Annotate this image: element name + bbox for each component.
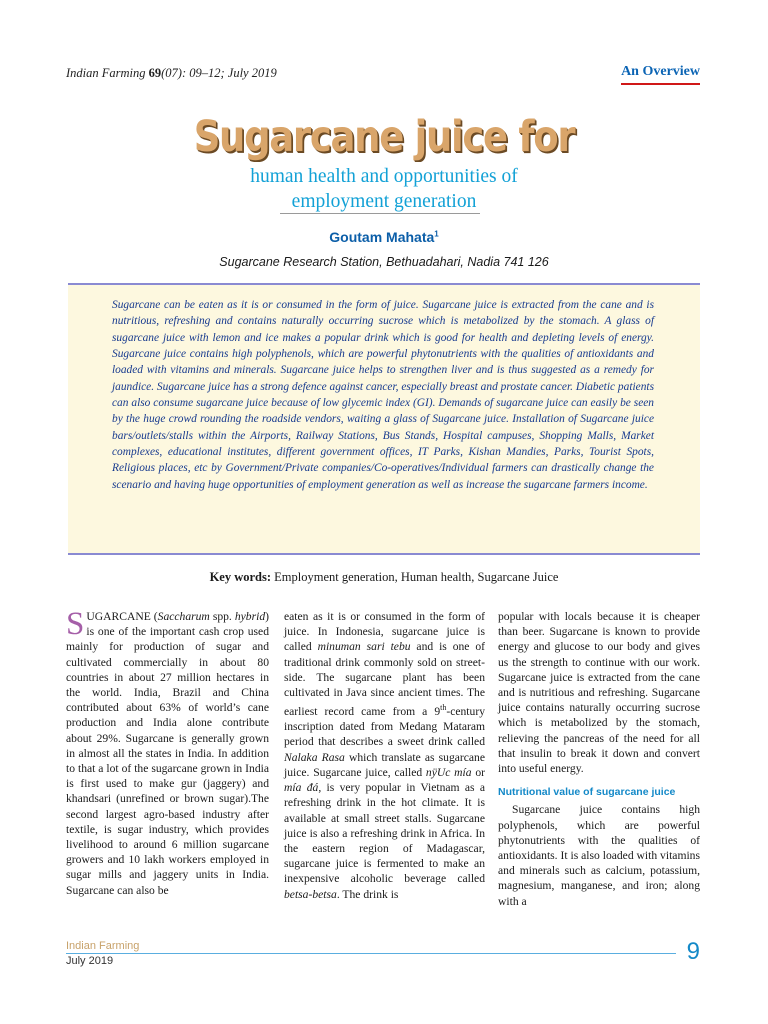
drop-cap: S — [66, 606, 85, 642]
author-footnote-mark: 1 — [434, 229, 439, 239]
article-title: Sugarcane juice for — [193, 112, 575, 162]
section-heading: Nutritional value of sugarcane juice — [498, 786, 676, 799]
col2-text-b: and is one of traditional drink commonly sold on street-side. The sugarcane plant has been cultivated in Java since ancient times. The earliest record came from a 9 — [284, 640, 485, 719]
subtitle-divider — [280, 213, 480, 214]
journal-citation — [66, 66, 277, 81]
page-number: 9 — [686, 938, 700, 965]
footer-date: July 2019 — [66, 955, 114, 967]
col2-superscript: th — [440, 703, 447, 713]
keywords-list: Employment generation, Human health, Sugarcane Juice — [274, 570, 559, 584]
body-column-2 — [284, 609, 485, 902]
footer-divider — [66, 953, 676, 954]
col2-term-nuoc: nÿUc mía — [425, 765, 472, 779]
journal-name: Indian Farming — [66, 66, 146, 80]
col2-term-minuman: minuman sari tebu — [317, 640, 411, 654]
col2-text-or: or — [471, 765, 485, 779]
article-subtitle — [0, 164, 768, 214]
col2-text-f: . The drink is — [336, 887, 399, 901]
col2-term-nalaka: Nalaka Rasa — [284, 750, 345, 764]
journal-issue: (07): 09–12; July 2019 — [161, 66, 277, 80]
col2-text-e: , is very popular in Vietnam as a refreshing drink in the hot climate. It is available at small street stalls. Sugarcane juice is also a refreshing drink in Africa. In the eastern region of Madagascar, sugarcane juice is fermented to make an inexpensive alcoholic beverage called — [284, 781, 485, 886]
col2-text-c: -century inscription dated from Medang Mataram period that describes a sweet drink called — [284, 705, 485, 749]
scientific-name: Saccharum — [157, 610, 210, 623]
journal-volume: 69 — [148, 66, 162, 80]
author-text: Goutam Mahata — [329, 229, 435, 245]
column-2-paragraph — [284, 609, 485, 902]
column-3-paragraph-1: popular with locals because it is cheaper than beer. Sugarcane is known to provide energy and glucose to our body and gives us the strength to continue with our work. Sugarcane juice is extracted from the cane and is nutritious and refreshing. Sugarcane juice contains naturally occurring sucrose which is metabolized by the stomach, relieving the pancreas of the need for all that insulin to break it down and convert into useful energy. — [498, 610, 700, 776]
col2-text-d: which translate as sugarcane juice. Sugarcane juice, called — [284, 750, 486, 779]
keywords-label: Key words: — [209, 570, 272, 584]
keywords — [0, 570, 768, 585]
body-column-1 — [66, 606, 269, 898]
intro-lead: UGARCANE ( — [86, 610, 158, 623]
col2-text-a: eaten as it is or consumed in the form of juice. In Indonesia, sugarcane juice is called — [284, 610, 485, 654]
subtitle-line-2: employment generation — [291, 191, 477, 212]
hybrid-text: hybrid — [234, 610, 266, 623]
intro-paragraph — [66, 606, 269, 898]
intro-spp: spp. — [209, 610, 235, 623]
section-label: An Overview — [621, 64, 700, 85]
subtitle-line-1: human health and opportunities of — [250, 166, 518, 187]
column-3-paragraph-2: Sugarcane juice contains high polyphenols, which are powerful phytonutrients with the qualities of antioxidants. It is also loaded with vitamins and minerals such as calcium, potassium, magnesium, manganese, and iron; along with a — [498, 803, 700, 908]
intro-rest: ) is one of the important cash crop used mainly for production of sugar and cultivated commercially in about 80 countries in about 27 million hectares in the world. India, Brazil and China contributed about 63% of world’s cane production and India alone contribute about 29%. Sugarcane is generally grown in almost all the states in India. In addition to that a lot of the sugarcane grown in India is first used to make gur (jaggery) and khandsari (unrefined or brown sugar).The second largest agro-based industry after textile, is sugar industry, which provides livelihood to around 6 million sugarcane growers and 10 lakh workers employed in sugar mills and jaggery units in India. Sugarcane can also be — [66, 610, 269, 897]
author-name — [0, 229, 768, 245]
footer-brand: Indian Farming — [66, 940, 140, 952]
col2-term-betsa: betsa-betsa — [284, 887, 337, 901]
abstract-text: Sugarcane can be eaten as it is or consumed in the form of juice. Sugarcane juice is extracted from the cane and is nutritious, refreshing and contains naturally occurring sucrose which is metabolized by the stomach. A glass of sugarcane juice with lemon and ice makes a popular drink which is good for health and depleting levels of energy. Sugarcane juice contains high polyphenols, which are powerful phytonutrients with the qualities of antioxidants and loaded with vitamins and minerals. Sugarcane juice helps to strengthen liver and is thus suggested as a remedy for jaundice. Sugarcane juice has a strong defence against cancer, especially breast and prostate cancer. Diabetic patients can also consume sugarcane juice because of low glycemic index (GI). Demands of sugarcane juice can easily be seen by the huge crowd rounding the roadside vendors, waiting a glass of Sugarcane juice. Installation of Sugarcane juice bars/outlets/stalls within the Airports, Railway Stations, Bus Stands, Hospital campuses, Shopping Malls, Market complexes, educational institutes, different government offices, IT Parks, Kishan Mandies, Parks, Tourist Spots, Religious places, etc by Government/Private companies/Co-operatives/Individual farmers can drastically change the scenario and having huge opportunities of employment generation as well as increase the sugarcane farmers income. — [112, 299, 654, 491]
col2-term-mia: mía đá — [284, 781, 319, 795]
author-affiliation: Sugarcane Research Station, Bethuadahari, Nadia 741 126 — [219, 255, 549, 269]
body-column-3 — [498, 609, 700, 909]
